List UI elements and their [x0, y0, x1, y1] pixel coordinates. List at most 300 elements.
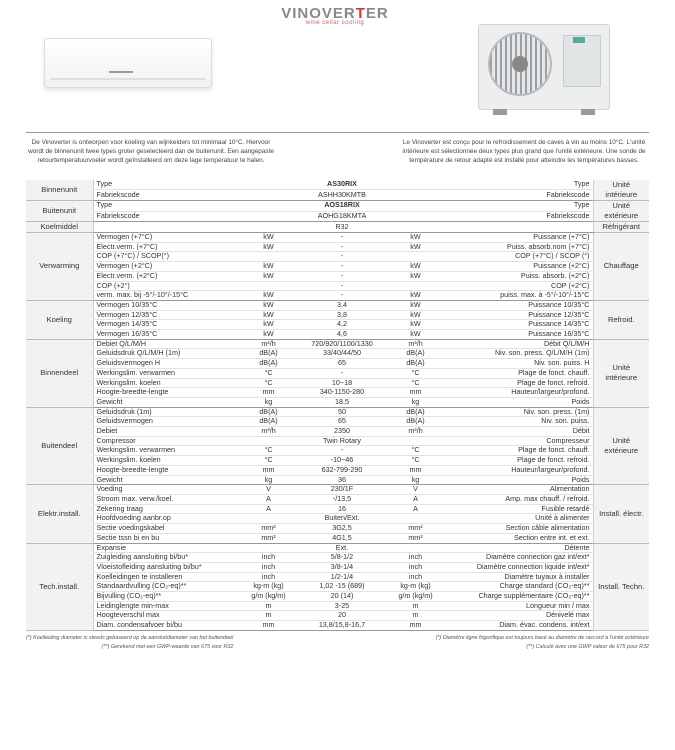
spec-row — [26, 427, 649, 437]
spec-label-fr: Hauteur/largeur/profond. — [443, 388, 593, 398]
spec-label-nl: Bijvulling (CO₂-eq)** — [93, 592, 241, 602]
spec-label-nl: Compressor — [93, 436, 241, 446]
spec-label-nl: Gewicht — [93, 397, 241, 407]
spec-unit: mm² — [241, 533, 296, 543]
intro-nl: De Vinoverter is ontworpen voor koeling van wijnkelders tot minimaal 10°C. Hiervoor wordt de binnenunit twee types groter geselecteerd dan de buitenunit. Een aangepaste retourtemperatuurvoeler wordt geïnstalleerd om deze lage temperatuur te halen. — [28, 139, 274, 164]
spec-value: 65 — [296, 417, 388, 427]
spec-value: - — [296, 271, 388, 281]
spec-label-fr: Niv. son. press. (1m) — [443, 407, 593, 417]
spec-unit: kW — [241, 300, 296, 310]
spec-value: 13,8/15,8-16,7 — [296, 621, 388, 631]
spec-label-fr: Poids — [443, 475, 593, 485]
spec-label-nl: Standaardvulling (CO₂-eq)** — [93, 582, 241, 592]
spec-value: 230/1F — [296, 485, 388, 495]
spec-unit: V — [241, 485, 296, 495]
section-label-nl: Binnendeel — [26, 339, 93, 407]
spec-label-fr: Puissance 16/35°C — [443, 330, 593, 340]
spec-unit: m — [241, 611, 296, 621]
spec-unit: m — [388, 611, 443, 621]
spec-unit: mm² — [241, 524, 296, 534]
spec-unit: kW — [241, 310, 296, 320]
spec-row — [26, 582, 649, 592]
spec-unit: kW — [241, 291, 296, 301]
spec-label-fr: Compresseur — [443, 436, 593, 446]
spec-row — [26, 504, 649, 514]
spec-value: Buiten/Ext. — [296, 514, 388, 524]
spec-unit: kW — [241, 242, 296, 252]
footnote-nl-1: (*) Koelleiding diameter is steeds gebaseerd op de aansluitdiameter van het buitendeel — [26, 634, 234, 641]
spec-label-nl: Sectie tssn bi en bu — [93, 533, 241, 543]
spec-row — [26, 359, 649, 369]
spec-label-nl: Expansie — [93, 543, 241, 553]
spec-unit — [388, 514, 443, 524]
spec-unit: V — [388, 485, 443, 495]
spec-label-nl: Electr.verm. (+2°C) — [93, 271, 241, 281]
spec-unit: kW — [241, 330, 296, 340]
spec-value: - — [296, 262, 388, 272]
spec-unit: kW — [388, 291, 443, 301]
spec-row — [26, 388, 649, 398]
spec-label-nl: COP (+2°) — [93, 281, 241, 291]
section-label-nl: Buitendeel — [26, 407, 93, 485]
spec-unit: °C — [388, 368, 443, 378]
spec-value: - — [296, 233, 388, 243]
spec-unit — [388, 180, 443, 190]
spec-label-nl: Geluidsvermogen H — [93, 359, 241, 369]
spec-label-fr: Débit — [443, 427, 593, 437]
spec-label-fr: Type — [443, 201, 593, 212]
spec-unit: °C — [241, 368, 296, 378]
spec-unit: °C — [241, 446, 296, 456]
spec-value: - — [296, 252, 388, 262]
spec-unit — [241, 252, 296, 262]
spec-unit — [388, 543, 443, 553]
spec-unit: kg — [388, 475, 443, 485]
footnote-nl-2: (**) Gerekend met een GWP-waarde van 675 voor R32 — [101, 643, 234, 650]
spec-label-nl: Fabriekscode — [93, 190, 241, 201]
spec-unit — [241, 281, 296, 291]
spec-unit — [241, 211, 296, 222]
spec-label-nl: Werkingslim. verwarmen — [93, 368, 241, 378]
spec-unit: kW — [388, 310, 443, 320]
section-label-nl: Buitenunit — [26, 201, 93, 222]
spec-value: AS30RIX — [296, 180, 388, 190]
spec-label-nl: COP (+7°C) / SCOP(°) — [93, 252, 241, 262]
spec-value: 36 — [296, 475, 388, 485]
spec-label-fr: Puissance (+7°C) — [443, 233, 593, 243]
spec-row — [26, 300, 649, 310]
spec-value: 5/8-1/2 — [296, 553, 388, 563]
spec-label-nl: Vermogen 16/35°C — [93, 330, 241, 340]
spec-label-fr: Puissance (+2°C) — [443, 262, 593, 272]
spec-unit: kW — [241, 320, 296, 330]
spec-value: 50 — [296, 407, 388, 417]
spec-label-fr: Alimentation — [443, 485, 593, 495]
spec-unit — [241, 180, 296, 190]
spec-unit: dB(A) — [241, 359, 296, 369]
spec-unit — [388, 252, 443, 262]
spec-unit: kW — [241, 262, 296, 272]
spec-label-fr: Charge supplémentaire (CO₂-eq)** — [443, 592, 593, 602]
section-label-fr: Unité extérieure — [593, 407, 649, 485]
spec-label-fr: Débit Q/L/M/H — [443, 339, 593, 349]
intro-text — [0, 138, 675, 180]
spec-value: - — [296, 368, 388, 378]
spec-value: 720/920/1100/1330 — [296, 339, 388, 349]
spec-row — [26, 201, 649, 212]
spec-label-fr: Niv. son. puiss. — [443, 417, 593, 427]
section-label-fr: Unité intérieure — [593, 339, 649, 407]
spec-label-nl: Geluidsdruk Q/L/M/H (1m) — [93, 349, 241, 359]
section-label-nl: Koelmiddel — [26, 222, 93, 233]
spec-value: 4,6 — [296, 330, 388, 340]
spec-value: 33/40/44/50 — [296, 349, 388, 359]
section-label-nl: Tech.install. — [26, 543, 93, 630]
spec-row — [26, 592, 649, 602]
spec-row — [26, 621, 649, 631]
spec-row — [26, 397, 649, 407]
spec-value: 3,8 — [296, 310, 388, 320]
spec-label-fr: Charge standard (CO₂-eq)** — [443, 582, 593, 592]
spec-unit — [388, 211, 443, 222]
spec-value: 18,5 — [296, 397, 388, 407]
spec-unit: mm — [241, 388, 296, 398]
spec-value: Twin Rotary — [296, 436, 388, 446]
spec-label-fr: Diam. évac. condens. int/ext — [443, 621, 593, 631]
spec-label-fr: Poids — [443, 397, 593, 407]
spec-label-fr: Type — [443, 180, 593, 190]
spec-value: 632-799-290 — [296, 465, 388, 475]
spec-label-nl: Werkingslim. verwarmen — [93, 446, 241, 456]
spec-label-nl: Type — [93, 201, 241, 212]
spec-label-fr: Plage de fonct. refroid. — [443, 378, 593, 388]
spec-label-nl: verm. max. bij -5°/-10°/-15°C — [93, 291, 241, 301]
spec-unit: mm² — [388, 533, 443, 543]
spec-unit — [241, 222, 296, 233]
spec-unit — [241, 514, 296, 524]
footnotes — [0, 631, 675, 652]
spec-value: -/13,5 — [296, 494, 388, 504]
spec-value: 20 (14) — [296, 592, 388, 602]
spec-label-fr: Dénivelé max — [443, 611, 593, 621]
spec-row — [26, 485, 649, 495]
spec-unit: A — [388, 494, 443, 504]
spec-row — [26, 320, 649, 330]
spec-unit: g/m (kg/m) — [241, 592, 296, 602]
spec-row — [26, 553, 649, 563]
spec-unit: g/m (kg/m) — [388, 592, 443, 602]
spec-value: 2350 — [296, 427, 388, 437]
spec-unit: kW — [388, 300, 443, 310]
spec-unit: kg-m (kg) — [241, 582, 296, 592]
spec-value: Ext. — [296, 543, 388, 553]
spec-unit: kW — [241, 271, 296, 281]
spec-unit: inch — [241, 553, 296, 563]
spec-unit: m³/h — [388, 339, 443, 349]
section-label-fr: Install. électr. — [593, 485, 649, 543]
footnote-fr-1: (*) Diamètre ligne frigorifique est toujours basé au diamètre de raccord à l'unité extérieure — [435, 634, 649, 641]
spec-row — [26, 291, 649, 301]
spec-label-nl: Werkingslim. koelen — [93, 378, 241, 388]
spec-unit: m³/h — [241, 427, 296, 437]
spec-unit: inch — [388, 553, 443, 563]
spec-unit — [388, 190, 443, 201]
spec-unit: kg-m (kg) — [388, 582, 443, 592]
spec-unit: A — [388, 504, 443, 514]
spec-value: 4G1,5 — [296, 533, 388, 543]
spec-value: AOS18RIX — [296, 201, 388, 212]
spec-label-fr: Fabriekscode — [443, 211, 593, 222]
spec-row — [26, 262, 649, 272]
spec-label-fr — [443, 222, 593, 233]
spec-label-fr: COP (+7°C) / SCOP (°) — [443, 252, 593, 262]
spec-label-nl: Debiet Q/L/M/H — [93, 339, 241, 349]
spec-label-nl: Hoofdvoeding aanbr.op — [93, 514, 241, 524]
spec-unit: kW — [241, 233, 296, 243]
spec-value: - — [296, 242, 388, 252]
spec-unit: mm — [388, 388, 443, 398]
spec-row — [26, 572, 649, 582]
spec-unit — [388, 222, 443, 233]
spec-label-fr: Section câble alimentation — [443, 524, 593, 534]
spec-label-nl: Hoogteverschil max — [93, 611, 241, 621]
spec-row — [26, 349, 649, 359]
spec-label-nl: Werkingslim. koelen — [93, 456, 241, 466]
spec-label-nl: Stroom max. verw./koel. — [93, 494, 241, 504]
spec-label-fr: Niv. son. puiss. H — [443, 359, 593, 369]
spec-row — [26, 233, 649, 243]
spec-row — [26, 378, 649, 388]
spec-value: 340-1150-280 — [296, 388, 388, 398]
spec-unit: kg — [241, 475, 296, 485]
spec-unit: inch — [241, 562, 296, 572]
spec-label-fr: Puissance 14/35°C — [443, 320, 593, 330]
spec-label-nl: Koelleidingen te installeren — [93, 572, 241, 582]
spec-unit: inch — [388, 572, 443, 582]
spec-row — [26, 446, 649, 456]
spec-unit: kg — [241, 397, 296, 407]
spec-row — [26, 436, 649, 446]
spec-unit: m³/h — [241, 339, 296, 349]
spec-unit: mm² — [388, 524, 443, 534]
spec-row — [26, 368, 649, 378]
spec-row — [26, 271, 649, 281]
spec-label-fr: Puiss. absorb.nom (+7°C) — [443, 242, 593, 252]
spec-label-fr: Diamètre connection gaz int/ext* — [443, 553, 593, 563]
spec-row — [26, 310, 649, 320]
spec-label-fr: Puissance 12/35°C — [443, 310, 593, 320]
spec-label-nl: Zuigleiding aansluiting bi/bu* — [93, 553, 241, 563]
indoor-unit-image — [44, 38, 212, 88]
spec-value: ASHH30KMTB — [296, 190, 388, 201]
spec-label-fr: Diamètre connection liquide int/ext* — [443, 562, 593, 572]
spec-value: - — [296, 281, 388, 291]
section-label-fr: Réfrigérant — [593, 222, 649, 233]
spec-unit: m — [241, 601, 296, 611]
spec-unit: inch — [241, 572, 296, 582]
spec-unit: dB(A) — [388, 349, 443, 359]
spec-unit — [388, 281, 443, 291]
spec-label-nl: Leidinglengte min-max — [93, 601, 241, 611]
spec-label-nl: Geluidsdruk (1m) — [93, 407, 241, 417]
spec-value: -10~46 — [296, 456, 388, 466]
spec-row — [26, 494, 649, 504]
spec-row — [26, 339, 649, 349]
spec-value: 3G2,5 — [296, 524, 388, 534]
spec-row — [26, 190, 649, 201]
spec-row — [26, 465, 649, 475]
brand-logo: VINOVERTER wine cellar cooling — [275, 5, 395, 26]
spec-value: 1/2-1/4 — [296, 572, 388, 582]
spec-label-fr: Amp. max chauff. / refroid. — [443, 494, 593, 504]
spec-label-nl: Zekering traag — [93, 504, 241, 514]
product-hero — [0, 0, 675, 138]
intro-fr: Le Vinoverter est conçu pour le refroidissement de caves à vin au moins 10°C. L'unité intérieure est sélectionnée deux types plus grand que l'unité extérieure. Une sonde de température de retour adapté est installé pour atteindre les températures basses. — [402, 139, 646, 164]
spec-unit: m³/h — [388, 427, 443, 437]
spec-unit: kW — [388, 262, 443, 272]
spec-unit: kW — [388, 233, 443, 243]
spec-unit — [241, 190, 296, 201]
spec-label-fr: Longueur min / max — [443, 601, 593, 611]
section-label-nl: Binnenunit — [26, 180, 93, 201]
spec-unit: mm — [388, 465, 443, 475]
section-label-nl: Verwarming — [26, 233, 93, 301]
spec-unit: kg — [388, 397, 443, 407]
spec-label-fr: COP (+2°C) — [443, 281, 593, 291]
spec-row — [26, 222, 649, 233]
spec-row — [26, 475, 649, 485]
spec-label-nl: Vermogen 12/35°C — [93, 310, 241, 320]
section-label-fr: Refroid. — [593, 300, 649, 339]
spec-label-fr: Plage de fonct. refroid. — [443, 456, 593, 466]
spec-unit: mm — [241, 621, 296, 631]
spec-value: - — [296, 291, 388, 301]
spec-unit: A — [241, 494, 296, 504]
spec-label-fr: Détente — [443, 543, 593, 553]
spec-label-fr: Puissance 10/35°C — [443, 300, 593, 310]
spec-label-nl: Type — [93, 180, 241, 190]
spec-value: AOHG18KMTA — [296, 211, 388, 222]
spec-label-nl — [93, 222, 241, 233]
spec-label-fr: Plage de fonct. chauff. — [443, 368, 593, 378]
spec-label-fr: Fusible retardé — [443, 504, 593, 514]
spec-row — [26, 514, 649, 524]
spec-row — [26, 611, 649, 621]
spec-row — [26, 601, 649, 611]
spec-label-fr: puiss. max. à -5°/-10°/-15°C — [443, 291, 593, 301]
spec-label-nl: Hoogte-breedte-lengte — [93, 388, 241, 398]
spec-value: 1,02 -15 (689) — [296, 582, 388, 592]
spec-row — [26, 533, 649, 543]
spec-unit: °C — [388, 446, 443, 456]
spec-unit: dB(A) — [388, 359, 443, 369]
spec-unit: °C — [241, 456, 296, 466]
spec-row — [26, 242, 649, 252]
spec-unit: kW — [388, 242, 443, 252]
spec-row — [26, 180, 649, 190]
spec-label-nl: Vermogen 10/35°C — [93, 300, 241, 310]
spec-unit: dB(A) — [241, 349, 296, 359]
spec-unit: mm — [241, 465, 296, 475]
spec-unit: dB(A) — [241, 417, 296, 427]
spec-unit: mm — [388, 621, 443, 631]
section-label-fr: Install. Techn. — [593, 543, 649, 630]
spec-unit — [241, 436, 296, 446]
spec-label-fr: Plage de fonct. chauff. — [443, 446, 593, 456]
spec-value: 4,2 — [296, 320, 388, 330]
spec-row — [26, 456, 649, 466]
spec-value: - — [296, 446, 388, 456]
section-label-fr: Unité extérieure — [593, 201, 649, 222]
spec-value: 65 — [296, 359, 388, 369]
spec-unit: °C — [388, 456, 443, 466]
spec-row — [26, 543, 649, 553]
brand-tagline: wine cellar cooling — [305, 20, 365, 26]
spec-unit: inch — [388, 562, 443, 572]
spec-label-nl: Diam. condensafvoer bi/bu — [93, 621, 241, 631]
spec-label-fr: Unité à alimenter — [443, 514, 593, 524]
spec-value: 3,4 — [296, 300, 388, 310]
spec-row — [26, 407, 649, 417]
spec-value: R32 — [296, 222, 388, 233]
section-label-fr: Chauffage — [593, 233, 649, 301]
spec-row — [26, 562, 649, 572]
spec-unit: kW — [388, 330, 443, 340]
spec-label-fr: Hauteur/largeur/profond. — [443, 465, 593, 475]
spec-unit: m — [388, 601, 443, 611]
spec-label-fr: Fabriekscode — [443, 190, 593, 201]
spec-row — [26, 252, 649, 262]
spec-label-nl: Vloeistofleiding aansluiting bi/bu* — [93, 562, 241, 572]
spec-unit: kW — [388, 320, 443, 330]
spec-unit: kW — [388, 271, 443, 281]
spec-label-nl: Voeding — [93, 485, 241, 495]
spec-label-fr: Niv. son. press. Q/L/M/H (1m) — [443, 349, 593, 359]
spec-value: 3-25 — [296, 601, 388, 611]
section-label-fr: Unité intérieure — [593, 180, 649, 201]
spec-row — [26, 417, 649, 427]
spec-label-nl: Electr.verm. (+7°C) — [93, 242, 241, 252]
spec-label-nl: Fabriekscode — [93, 211, 241, 222]
spec-unit: °C — [388, 378, 443, 388]
spec-label-nl: Vermogen 14/35°C — [93, 320, 241, 330]
spec-label-nl: Sectie voedingskabel — [93, 524, 241, 534]
spec-label-nl: Hoogte-breedte-lengte — [93, 465, 241, 475]
spec-label-fr: Puiss. absorb. (+2°C) — [443, 271, 593, 281]
spec-unit — [241, 543, 296, 553]
spec-label-fr: Section entre int. et ext. — [443, 533, 593, 543]
spec-value: 20 — [296, 611, 388, 621]
outdoor-unit-image — [478, 24, 610, 110]
spec-value: 3/8-1/4 — [296, 562, 388, 572]
spec-unit: dB(A) — [388, 407, 443, 417]
spec-unit — [388, 436, 443, 446]
spec-row — [26, 211, 649, 222]
spec-table — [26, 180, 649, 631]
footnote-fr-2: (**) Calculé avec une GWP valeur de 675 pour R32 — [526, 643, 649, 650]
spec-unit: dB(A) — [241, 407, 296, 417]
spec-unit: dB(A) — [388, 417, 443, 427]
spec-label-nl: Gewicht — [93, 475, 241, 485]
spec-label-nl: Vermogen (+7°C) — [93, 233, 241, 243]
section-label-nl: Koeling — [26, 300, 93, 339]
spec-unit — [388, 201, 443, 212]
spec-label-nl: Debiet — [93, 427, 241, 437]
spec-label-nl: Geluidsvermogen — [93, 417, 241, 427]
spec-unit: A — [241, 504, 296, 514]
spec-row — [26, 330, 649, 340]
spec-row — [26, 281, 649, 291]
